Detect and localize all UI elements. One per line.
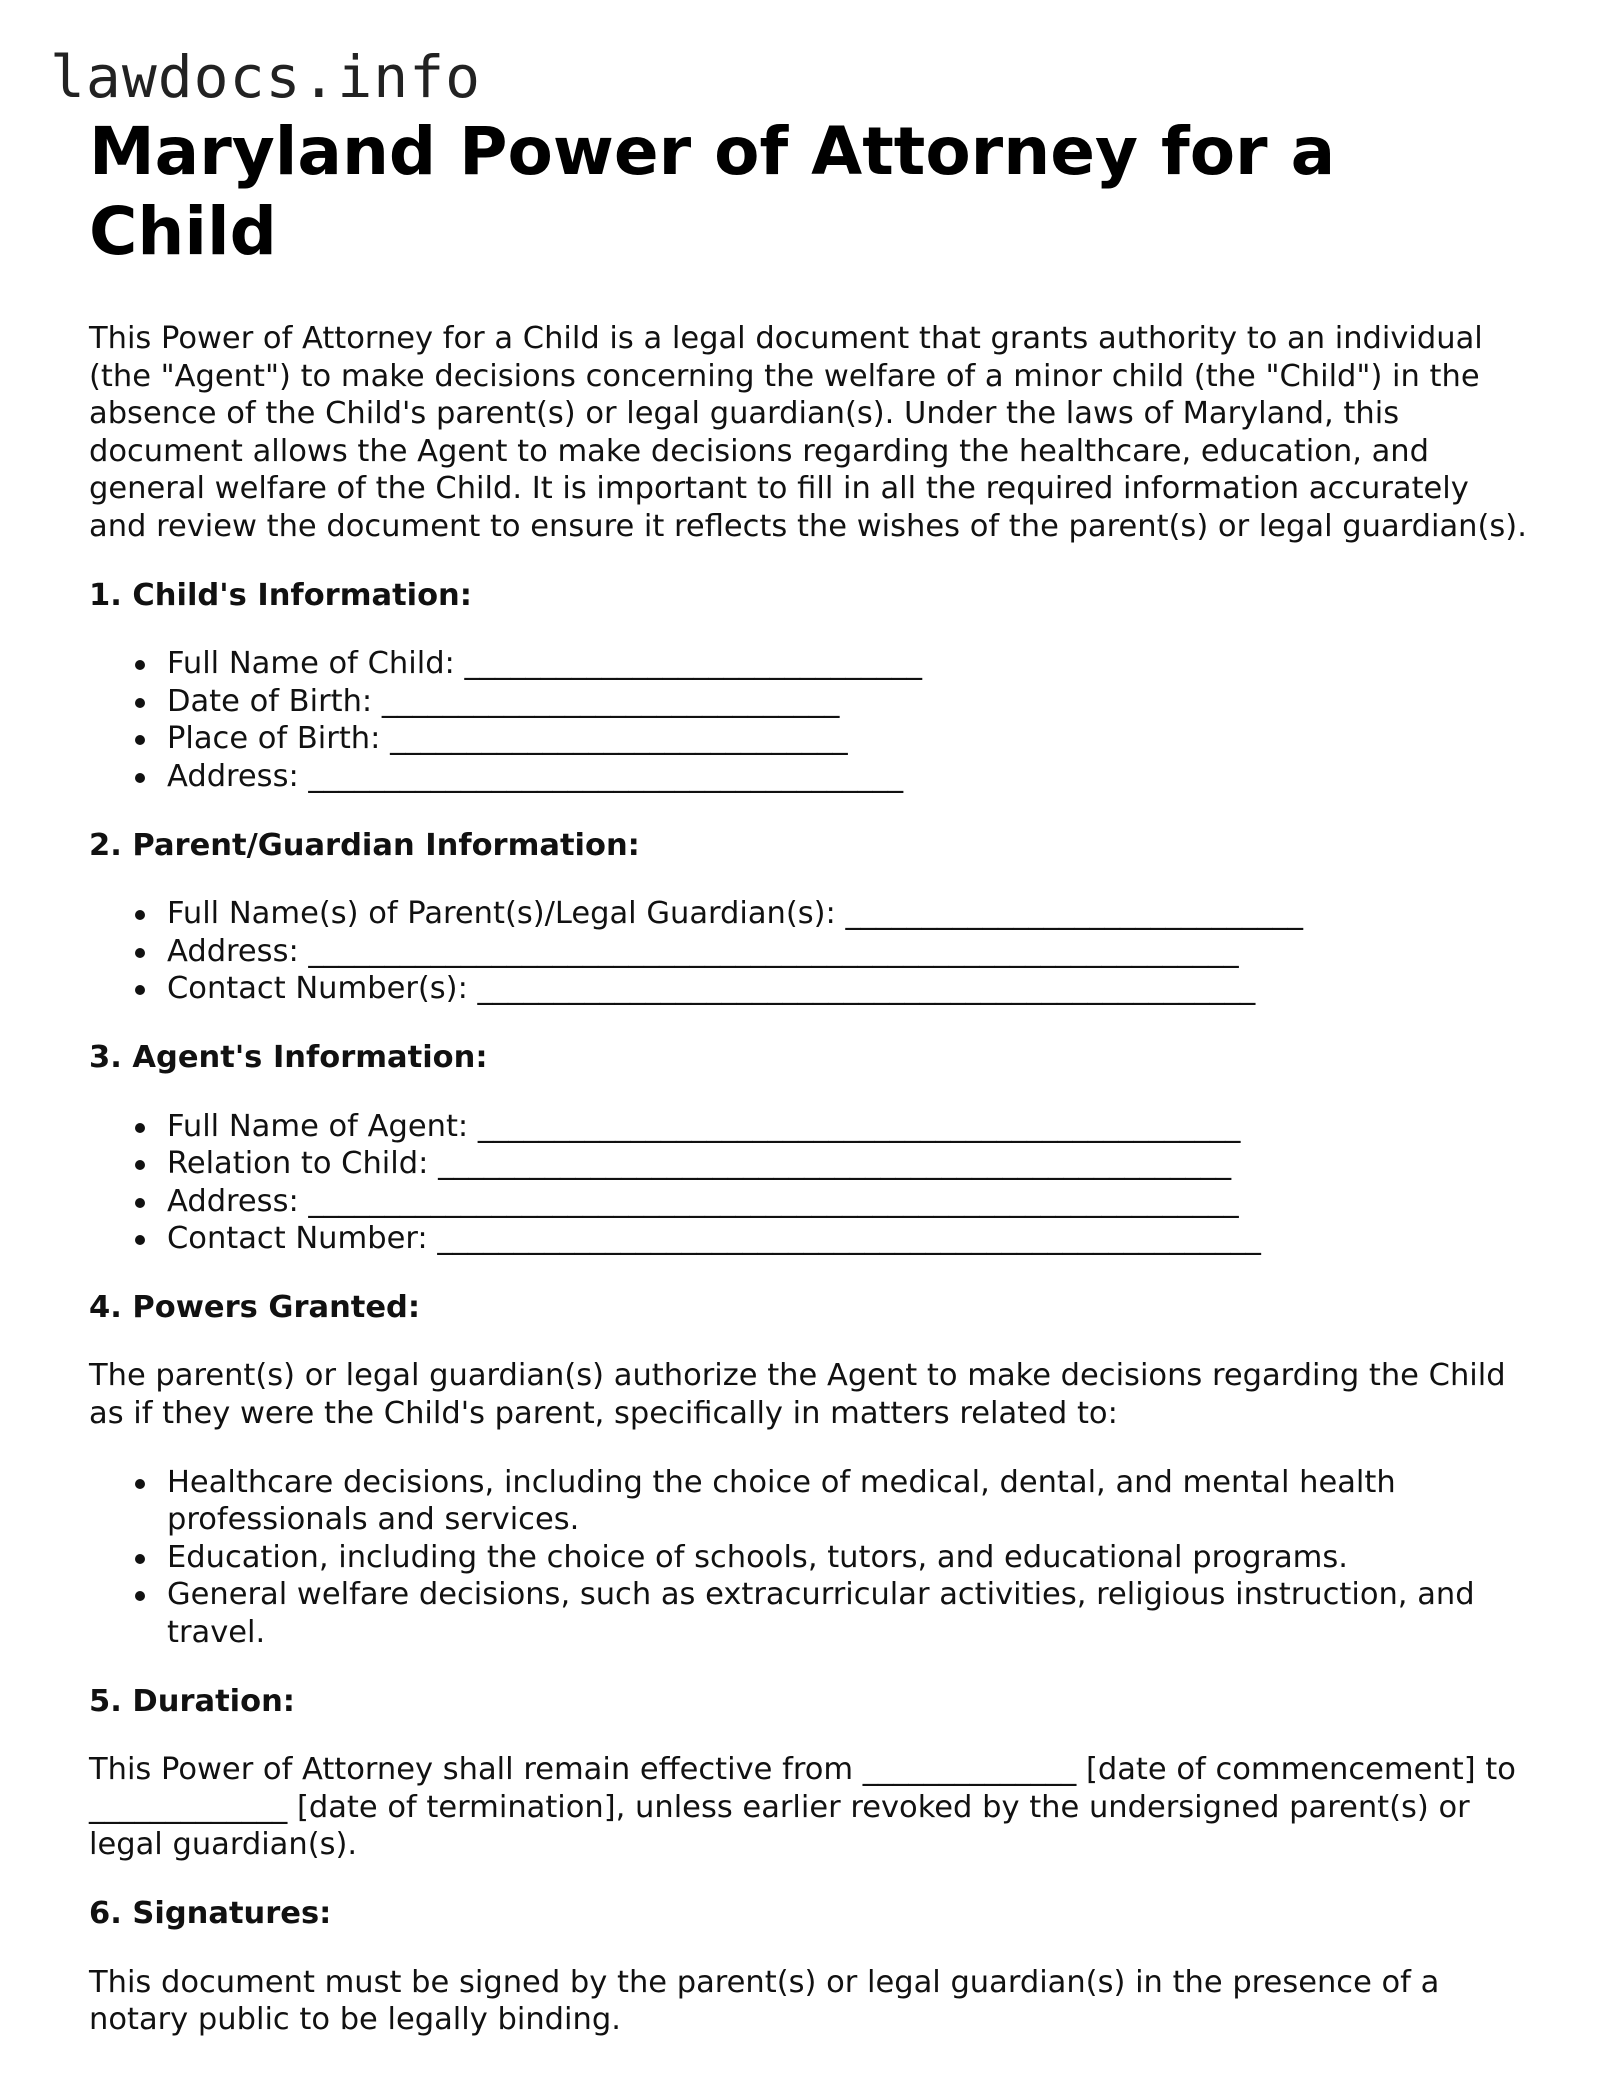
parent-contact-field: Contact Number(s): ___________________________________________________ (167, 970, 1529, 1008)
power-healthcare-item: Healthcare decisions, including the choice of medical, dental, and mental health professionals and services. (167, 1464, 1529, 1539)
section-powers-heading: 4. Powers Granted: (89, 1289, 421, 1325)
document-page (89, 112, 1529, 2039)
section-duration-heading: 5. Duration: (89, 1683, 295, 1719)
agent-contact-field: Contact Number: ______________________________________________________ (167, 1220, 1529, 1258)
power-education-item: Education, including the choice of schools, tutors, and educational programs. (167, 1539, 1529, 1577)
power-welfare-item: General welfare decisions, such as extracurricular activities, religious instruction, and travel. (167, 1576, 1529, 1651)
section-agent-heading: 3. Agent's Information: (89, 1039, 488, 1075)
child-place-of-birth-field: Place of Birth: ______________________________ (167, 720, 1529, 758)
child-full-name-field: Full Name of Child: ______________________________ (167, 645, 1529, 683)
powers-paragraph: The parent(s) or legal guardian(s) authorize the Agent to make decisions regarding the Child as if they were the Child's parent, specifically in matters related to: (89, 1358, 1506, 1432)
child-address-field: Address: _______________________________________ (167, 758, 1529, 796)
powers-list (89, 1464, 1529, 1652)
parent-full-name-field: Full Name(s) of Parent(s)/Legal Guardian(s): ______________________________ (167, 895, 1529, 933)
agent-relation-field: Relation to Child: ____________________________________________________ (167, 1145, 1529, 1183)
parent-address-field: Address: _____________________________________________________________ (167, 933, 1529, 971)
intro-paragraph: This Power of Attorney for a Child is a legal document that grants authority to an individual (the "Agent") to make decisions concerning the welfare of a minor child (the "Child") in the absence of the Child's parent(s) or legal guardian(s). Under the laws of Maryland, this document allows the Agent to make decisions regarding the healthcare, education, and general welfare of the Child. It is important to fill in all the required information accurately and review the document to ensure it reflects the wishes of the parent(s) or legal guardian(s). (89, 321, 1527, 544)
signatures-paragraph: This document must be signed by the parent(s) or legal guardian(s) in the presence of a notary public to be legally binding. (89, 1964, 1440, 2038)
duration-paragraph: This Power of Attorney shall remain effective from ______________ [date of commencement] to _____________ [date of termination], unless earlier revoked by the undersigned parent(s) or legal guardian(s). (89, 1752, 1516, 1863)
site-watermark: lawdocs.info (50, 43, 482, 111)
document-title: Maryland Power of Attorney for a Child (89, 113, 1336, 270)
section-parent-heading: 2. Parent/Guardian Information: (89, 827, 640, 863)
child-info-list (89, 645, 1529, 795)
section-child-heading: 1. Child's Information: (89, 577, 472, 613)
agent-info-list (89, 1108, 1529, 1258)
section-signatures-heading: 6. Signatures: (89, 1896, 332, 1931)
agent-address-field: Address: _____________________________________________________________ (167, 1183, 1529, 1221)
child-date-of-birth-field: Date of Birth: ______________________________ (167, 683, 1529, 721)
parent-info-list (89, 895, 1529, 1008)
agent-full-name-field: Full Name of Agent: __________________________________________________ (167, 1108, 1529, 1146)
